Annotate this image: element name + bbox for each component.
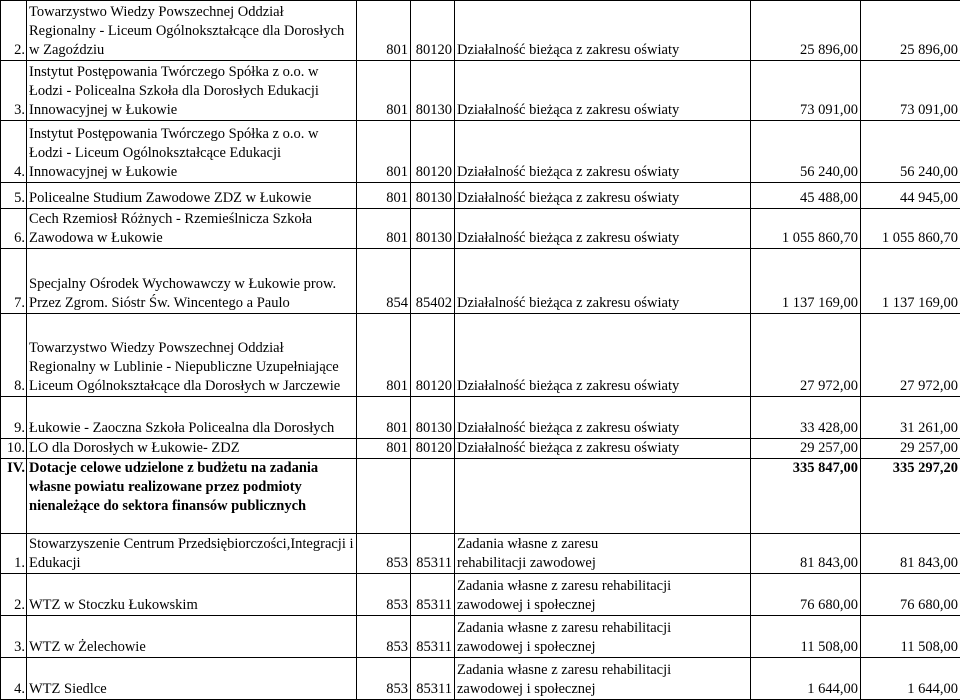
task-description: Działalność bieżąca z zakresu oświaty [455,249,751,314]
plan-amount: 73 091,00 [751,61,861,121]
dzial-code: 801 [357,121,411,183]
execution-amount: 1 644,00 [861,658,960,700]
table-row [1,183,960,209]
entity-name: Stowarzyszenie Centrum Przedsiębiorczości,Integracji i Edukacji [27,534,357,574]
task-description: Zadania własne z zaresu rehabilitacji zawodowej i społecznej [455,574,751,616]
execution-amount: 76 680,00 [861,574,960,616]
dzial-code: 853 [357,574,411,616]
row-number: 7. [1,249,27,314]
row-number: 10. [1,439,27,459]
section-header-row [1,459,960,534]
execution-amount: 44 945,00 [861,183,960,209]
section-plan-total: 335 847,00 [751,459,861,534]
row-number: 8. [1,314,27,397]
rozdzial-code: 80130 [411,183,455,209]
row-number: 4. [1,658,27,700]
rozdzial-code: 85311 [411,534,455,574]
row-number: 3. [1,61,27,121]
rozdzial-code: 80130 [411,397,455,439]
rozdzial-code: 80120 [411,314,455,397]
table-row [1,121,960,183]
dzial-code: 854 [357,249,411,314]
execution-amount: 1 137 169,00 [861,249,960,314]
rozdzial-code: 85311 [411,658,455,700]
plan-amount: 81 843,00 [751,534,861,574]
table-row [1,534,960,574]
dzial-code: 801 [357,1,411,61]
entity-name: Towarzystwo Wiedzy Powszechnej Oddział Regionalny w Lublinie - Niepubliczne Uzupełniające Liceum Ogólnokształcące dla Dorosłych w Jarczewie [27,314,357,397]
task-description: Działalność bieżąca z zakresu oświaty [455,397,751,439]
section-execution-total: 335 297,20 [861,459,960,534]
task-description: Zadania własne z zaresu rehabilitacji zawodowej i społecznej [455,616,751,658]
row-number: 2. [1,574,27,616]
entity-name: WTZ w Stoczku Łukowskim [27,574,357,616]
execution-amount: 27 972,00 [861,314,960,397]
plan-amount: 1 644,00 [751,658,861,700]
entity-name: Instytut Postępowania Twórczego Spółka z o.o. w Łodzi - Policealna Szkoła dla Dorosłych Edukacji Innowacyjnej w Łukowie [27,61,357,121]
row-number: 4. [1,121,27,183]
rozdzial-code: 80120 [411,121,455,183]
dzial-code: 801 [357,314,411,397]
entity-name: Towarzystwo Wiedzy Powszechnej Oddział Regionalny - Liceum Ogólnokształcące dla Dorosłych w Zagoździu [27,1,357,61]
rozdzial-code: 85311 [411,616,455,658]
table-row [1,249,960,314]
dzial-code: 853 [357,534,411,574]
section-number: IV. [1,459,27,534]
section-title: Dotacje celowe udzielone z budżetu na zadania własne powiatu realizowane przez podmioty nienależące do sektora finansów publicznych [27,459,357,534]
task-description: Działalność bieżąca z zakresu oświaty [455,121,751,183]
task-description: Działalność bieżąca z zakresu oświaty [455,314,751,397]
entity-name: Łukowie - Zaoczna Szkoła Policealna dla Dorosłych [27,397,357,439]
execution-amount: 25 896,00 [861,1,960,61]
plan-amount: 1 137 169,00 [751,249,861,314]
entity-name: Instytut Postępowania Twórczego Spółka z o.o. w Łodzi - Liceum Ogólnokształcące Edukacji Innowacyjnej w Łukowie [27,121,357,183]
dzial-code: 853 [357,658,411,700]
plan-amount: 33 428,00 [751,397,861,439]
execution-amount: 73 091,00 [861,61,960,121]
plan-amount: 29 257,00 [751,439,861,459]
task-description: Działalność bieżąca z zakresu oświaty [455,61,751,121]
row-number: 2. [1,1,27,61]
task-description: Działalność bieżąca z zakresu oświaty [455,183,751,209]
table-row [1,61,960,121]
plan-amount: 1 055 860,70 [751,209,861,249]
table-row [1,397,960,439]
plan-amount: 11 508,00 [751,616,861,658]
rozdzial-code: 80130 [411,61,455,121]
task-description: Działalność bieżąca z zakresu oświaty [455,1,751,61]
table-row [1,1,960,61]
row-number: 3. [1,616,27,658]
rozdzial-code: 85311 [411,574,455,616]
rozdzial-code: 80120 [411,439,455,459]
rozdzial-code: 85402 [411,249,455,314]
entity-name: Cech Rzemiosł Różnych - Rzemieślnicza Szkoła Zawodowa w Łukowie [27,209,357,249]
table-row [1,616,960,658]
plan-amount: 76 680,00 [751,574,861,616]
table-row [1,209,960,249]
entity-name: Specjalny Ośrodek Wychowawczy w Łukowie prow. Przez Zgrom. Sióstr Św. Wincentego a Paulo [27,249,357,314]
entity-name: WTZ Siedlce [27,658,357,700]
table-row [1,574,960,616]
dzial-code: 801 [357,61,411,121]
task-description: Zadania własne z zaresu rehabilitacji zawodowej i społecznej [455,658,751,700]
row-number: 6. [1,209,27,249]
row-number: 9. [1,397,27,439]
task-description: Zadania własne z zaresu rehabilitacji zawodowej [455,534,751,574]
entity-name: Policealne Studium Zawodowe ZDZ w Łukowie [27,183,357,209]
execution-amount: 1 055 860,70 [861,209,960,249]
task-description: Działalność bieżąca z zakresu oświaty [455,209,751,249]
table-row [1,314,960,397]
execution-amount: 56 240,00 [861,121,960,183]
plan-amount: 56 240,00 [751,121,861,183]
entity-name: LO dla Dorosłych w Łukowie- ZDZ [27,439,357,459]
entity-name: WTZ w Żelechowie [27,616,357,658]
rozdzial-code: 80120 [411,1,455,61]
execution-amount: 11 508,00 [861,616,960,658]
execution-amount: 29 257,00 [861,439,960,459]
dzial-code: 853 [357,616,411,658]
plan-amount: 25 896,00 [751,1,861,61]
dzial-code: 801 [357,397,411,439]
table-row [1,658,960,700]
table-row [1,439,960,459]
row-number: 5. [1,183,27,209]
dzial-code: 801 [357,209,411,249]
execution-amount: 81 843,00 [861,534,960,574]
dzial-code: 801 [357,439,411,459]
plan-amount: 27 972,00 [751,314,861,397]
dzial-code: 801 [357,183,411,209]
execution-amount: 31 261,00 [861,397,960,439]
row-number: 1. [1,534,27,574]
rozdzial-code: 80130 [411,209,455,249]
plan-amount: 45 488,00 [751,183,861,209]
task-description: Działalność bieżąca z zakresu oświaty [455,439,751,459]
